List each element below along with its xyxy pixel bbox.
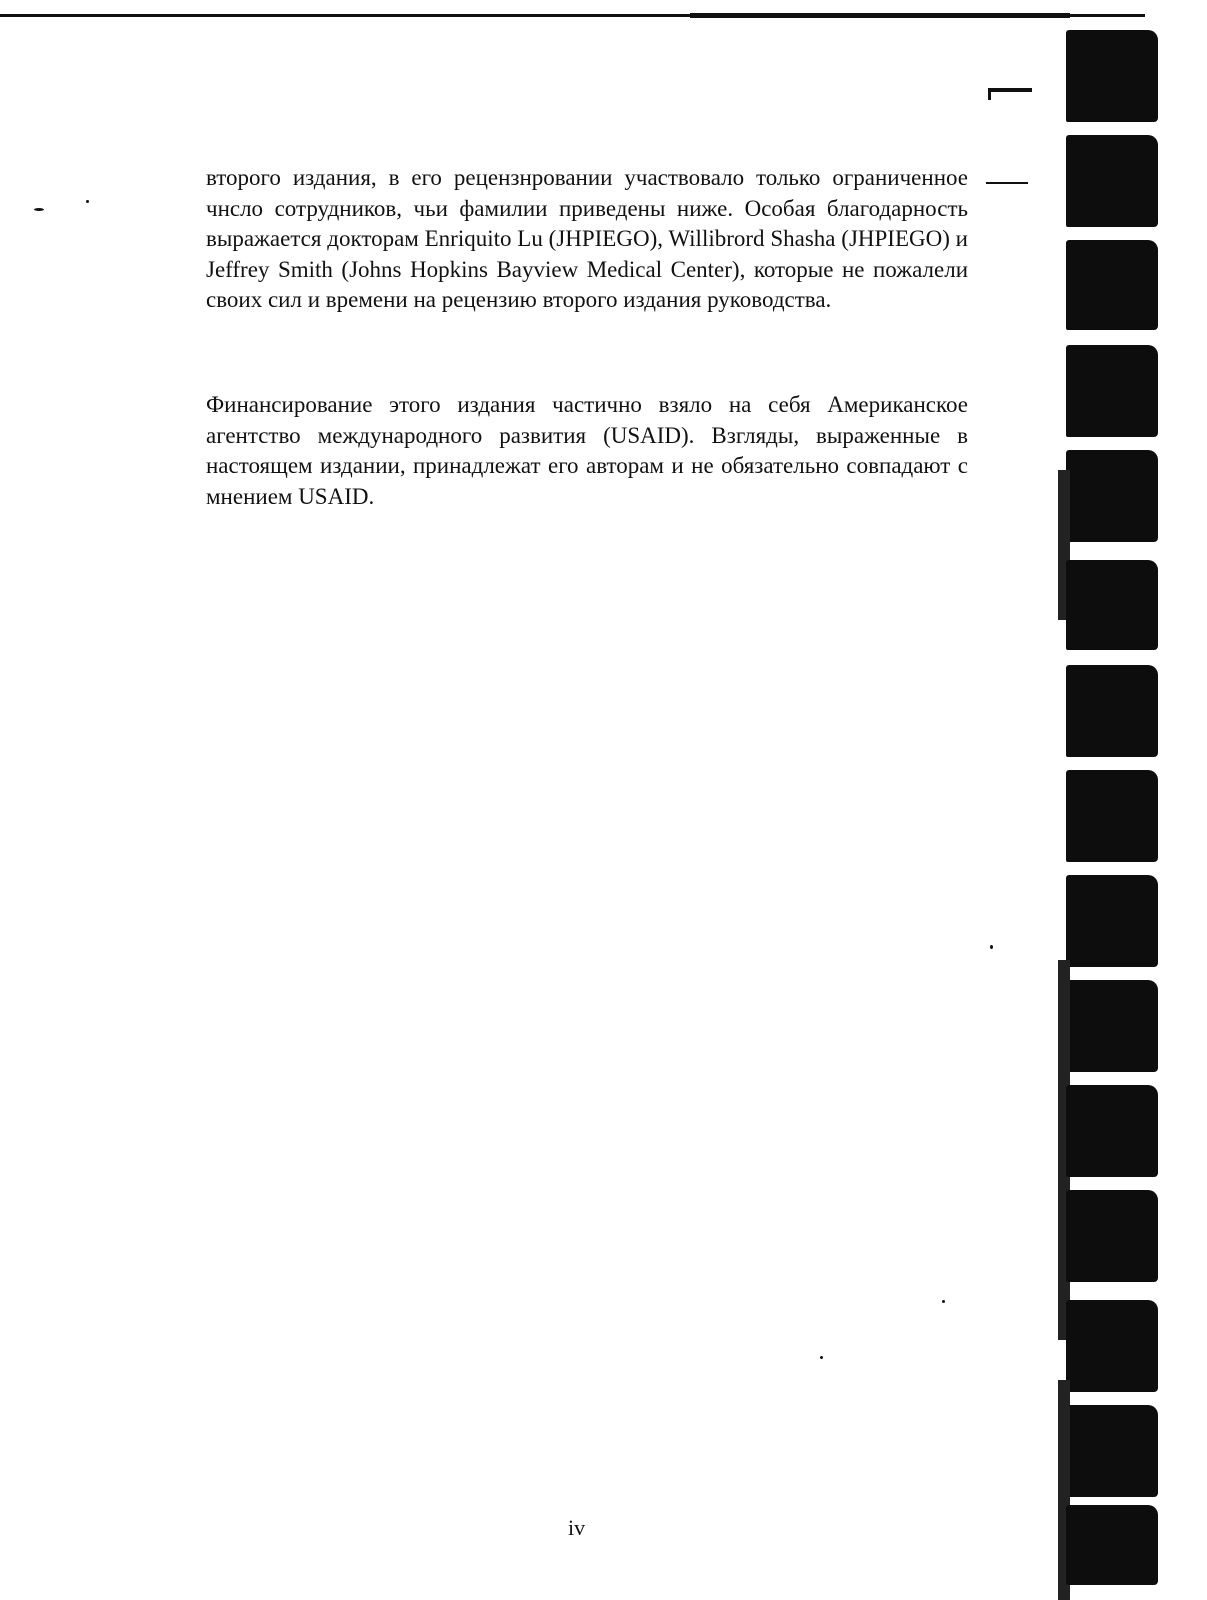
binding-slot	[1066, 135, 1158, 227]
scan-speck	[942, 1300, 945, 1303]
binding-slot	[1066, 1190, 1158, 1282]
binding-slot	[1066, 1505, 1158, 1585]
scan-mark-dash	[986, 182, 1028, 184]
binding-slot	[1066, 1405, 1158, 1497]
spiral-binding	[1058, 0, 1207, 1600]
scan-mark-bracket	[988, 88, 1032, 92]
binding-slot	[1066, 30, 1158, 122]
top-rule-shadow	[690, 13, 1070, 18]
binding-slot	[1066, 980, 1158, 1072]
binding-slot	[1066, 1300, 1158, 1392]
scan-mark-bracket-stem	[988, 88, 991, 100]
scan-speck	[820, 1356, 823, 1359]
body-paragraph: Финансирование этого издания частично взяло на себя Американское агентство международного развития (USAID). Взгляды, выраженные в настоящем издании, принадлежат его авторам и не обязательно совпадают с мнением USAID.	[206, 392, 968, 509]
page-number: iv	[568, 1515, 586, 1540]
scan-speck	[34, 208, 44, 211]
binding-slot	[1066, 450, 1158, 542]
binding-slot	[1066, 560, 1158, 650]
body-paragraph: второго издания, в его рецензнровании участвовало только ограниченное чнсло сотрудников, чьи фамилии приведены ниже. Особая благодарность выражается докторам Enriquito Lu (JHPIEGO), Willibrord Shasha (JHPIEGO) и Jeffrey Smith (Johns Hopkins Bayview Medical Center), которые не пожалели своих сил и времени на рецензию второго издания руководства.	[206, 165, 968, 313]
binding-slot	[1066, 1085, 1158, 1177]
scan-speck	[990, 945, 993, 949]
binding-slot	[1066, 770, 1158, 862]
scan-speck	[86, 200, 89, 203]
binding-slot	[1066, 875, 1158, 967]
binding-slot	[1066, 345, 1158, 437]
binding-slot	[1066, 240, 1158, 330]
binding-slot	[1066, 665, 1158, 757]
